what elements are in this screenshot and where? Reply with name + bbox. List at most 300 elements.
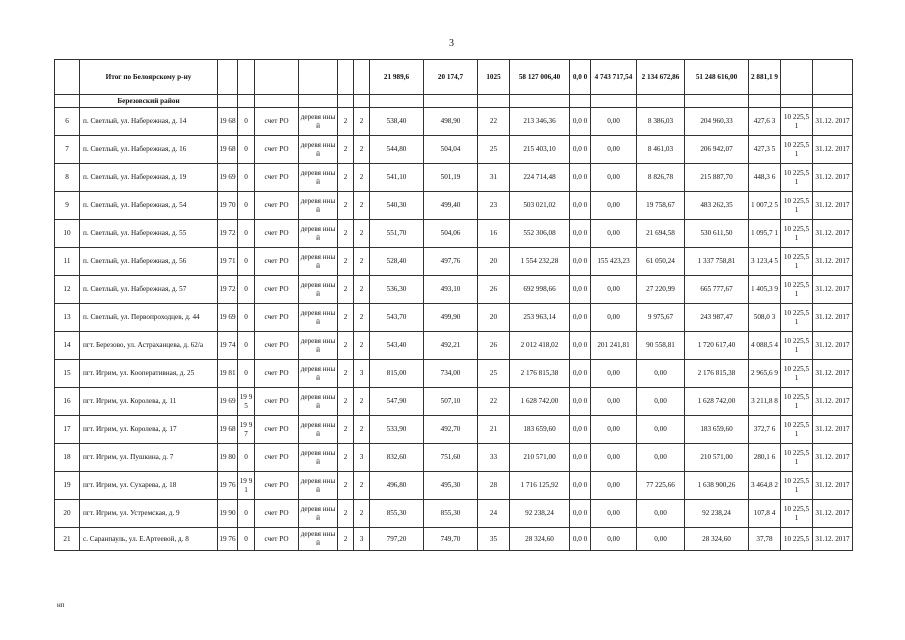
- deadline-cell: 31.12. 2017: [813, 276, 853, 304]
- total-area-cell: 533,90: [370, 416, 424, 444]
- fund-reform-cell: 0,0 0: [570, 332, 591, 360]
- row-number: 18: [55, 444, 80, 472]
- wall-material-cell: деревя нный: [299, 332, 338, 360]
- row-number: 10: [55, 220, 80, 248]
- deadline-cell: 31.12. 2017: [813, 192, 853, 220]
- row-number: 16: [55, 388, 80, 416]
- address-cell: п. Светлый, ул. Набережная, д. 16: [80, 136, 218, 164]
- subject-budget-cell: 0,00: [591, 416, 637, 444]
- district-empty-cell: [749, 95, 781, 108]
- cost-total-cell: 253 963,14: [510, 304, 570, 332]
- account-method-cell: счет РО: [255, 388, 299, 416]
- max-cost-cell: 10 225,5 1: [781, 388, 813, 416]
- year-repair-cell: 0: [238, 444, 255, 472]
- district-label: Березовский район: [80, 95, 218, 108]
- local-budget-cell: 8 461,03: [637, 136, 685, 164]
- living-area-cell: 499,90: [424, 304, 478, 332]
- row-number: 11: [55, 248, 80, 276]
- address-cell: п. Светлый, ул. Набережная, д. 54: [80, 192, 218, 220]
- entrances-cell: 2: [354, 108, 370, 136]
- cost-per-sqm-cell: 1 095,7 1: [749, 220, 781, 248]
- entrances-cell: 2: [354, 472, 370, 500]
- total-area-cell: 543,70: [370, 304, 424, 332]
- cost-total-cell: 92 238,24: [510, 500, 570, 528]
- wall-material-cell: деревя нный: [299, 472, 338, 500]
- residents-cell: 25: [478, 360, 510, 388]
- living-area-cell: 498,90: [424, 108, 478, 136]
- deadline-cell: 31.12. 2017: [813, 528, 853, 551]
- fund-reform-cell: 0,0 0: [570, 192, 591, 220]
- table-row: [55, 248, 853, 276]
- district-empty-cell: [354, 95, 370, 108]
- max-cost-cell: 10 225,5: [781, 528, 813, 551]
- subject-budget-cell: 0,00: [591, 528, 637, 551]
- max-cost-cell: 10 225,5 1: [781, 248, 813, 276]
- residents-cell: 20: [478, 248, 510, 276]
- summary-label: Итог по Белоярскому р-ну: [80, 60, 218, 95]
- subject-budget-cell: 201 241,81: [591, 332, 637, 360]
- table-row: [55, 108, 853, 136]
- max-cost-cell: 10 225,5 1: [781, 164, 813, 192]
- year-repair-cell: 0: [238, 528, 255, 551]
- owners-funds-cell: 183 659,60: [685, 416, 749, 444]
- account-method-cell: счет РО: [255, 528, 299, 551]
- deadline-cell: 31.12. 2017: [813, 164, 853, 192]
- living-area-cell: 501,19: [424, 164, 478, 192]
- total-area-cell: 832,60: [370, 444, 424, 472]
- entrances-cell: 2: [354, 500, 370, 528]
- footer-mark: нп: [57, 601, 65, 609]
- address-cell: п. Светлый, ул. Набережная, д. 14: [80, 108, 218, 136]
- floors-cell: 2: [338, 108, 354, 136]
- cost-per-sqm-cell: 448,3 6: [749, 164, 781, 192]
- district-empty-cell: [570, 95, 591, 108]
- table-row: [55, 220, 853, 248]
- summary-cost-total: 58 127 006,40: [510, 60, 570, 95]
- local-budget-cell: 90 558,81: [637, 332, 685, 360]
- row-number: 12: [55, 276, 80, 304]
- page-number: 3: [449, 38, 454, 49]
- row-number: 14: [55, 332, 80, 360]
- local-budget-cell: 9 975,67: [637, 304, 685, 332]
- summary-empty-cell: [238, 60, 255, 95]
- address-cell: п. Светлый, ул. Набережная, д. 57: [80, 276, 218, 304]
- row-number: 20: [55, 500, 80, 528]
- owners-funds-cell: 665 777,67: [685, 276, 749, 304]
- floors-cell: 2: [338, 304, 354, 332]
- address-cell: пгт. Игрим, ул. Королева, д. 11: [80, 388, 218, 416]
- total-area-cell: 855,30: [370, 500, 424, 528]
- living-area-cell: 493,10: [424, 276, 478, 304]
- entrances-cell: 2: [354, 332, 370, 360]
- local-budget-cell: 8 826,78: [637, 164, 685, 192]
- max-cost-cell: 10 225,5 1: [781, 304, 813, 332]
- wall-material-cell: деревя нный: [299, 416, 338, 444]
- year-built-cell: 19 76: [218, 472, 238, 500]
- subject-budget-cell: 0,00: [591, 444, 637, 472]
- address-cell: пгт. Игрим, ул. Королева, д. 17: [80, 416, 218, 444]
- district-empty-cell: [218, 95, 238, 108]
- table-row: [55, 304, 853, 332]
- year-built-cell: 19 70: [218, 192, 238, 220]
- year-repair-cell: 0: [238, 360, 255, 388]
- residents-cell: 25: [478, 136, 510, 164]
- row-number: 21: [55, 528, 80, 551]
- residents-cell: 26: [478, 276, 510, 304]
- year-repair-cell: 19 97: [238, 416, 255, 444]
- fund-reform-cell: 0,0 0: [570, 136, 591, 164]
- row-number: 15: [55, 360, 80, 388]
- summary-row: [55, 60, 853, 95]
- subject-budget-cell: 0,00: [591, 276, 637, 304]
- local-budget-cell: 8 386,03: [637, 108, 685, 136]
- table-row: [55, 332, 853, 360]
- residents-cell: 26: [478, 332, 510, 360]
- wall-material-cell: деревя нный: [299, 360, 338, 388]
- subject-budget-cell: 0,00: [591, 472, 637, 500]
- local-budget-cell: 0,00: [637, 416, 685, 444]
- living-area-cell: 749,70: [424, 528, 478, 551]
- total-area-cell: 528,40: [370, 248, 424, 276]
- residents-cell: 22: [478, 388, 510, 416]
- floors-cell: 2: [338, 192, 354, 220]
- max-cost-cell: 10 225,5 1: [781, 192, 813, 220]
- fund-reform-cell: 0,0 0: [570, 164, 591, 192]
- address-cell: пгт. Игрим, ул. Устремская, д. 9: [80, 500, 218, 528]
- deadline-cell: 31.12. 2017: [813, 248, 853, 276]
- living-area-cell: 751,60: [424, 444, 478, 472]
- table-row: [55, 192, 853, 220]
- summary-empty-cell: [218, 60, 238, 95]
- year-repair-cell: 19 91: [238, 472, 255, 500]
- account-method-cell: счет РО: [255, 500, 299, 528]
- year-built-cell: 19 72: [218, 276, 238, 304]
- row-number: 8: [55, 164, 80, 192]
- address-cell: п. Светлый, ул. Набережная, д. 56: [80, 248, 218, 276]
- total-area-cell: 538,40: [370, 108, 424, 136]
- cost-per-sqm-cell: 372,7 6: [749, 416, 781, 444]
- fund-reform-cell: 0,0 0: [570, 528, 591, 551]
- address-cell: с. Саранпауль, ул. Е.Артеевой, д. 8: [80, 528, 218, 551]
- table-row: [55, 472, 853, 500]
- floors-cell: 2: [338, 500, 354, 528]
- local-budget-cell: 0,00: [637, 388, 685, 416]
- wall-material-cell: деревя нный: [299, 388, 338, 416]
- address-cell: пгт. Игрим, ул. Сухарева, д. 18: [80, 472, 218, 500]
- year-built-cell: 19 69: [218, 164, 238, 192]
- summary-living-area: 20 174,7: [424, 60, 478, 95]
- deadline-cell: 31.12. 2017: [813, 416, 853, 444]
- owners-funds-cell: 243 987,47: [685, 304, 749, 332]
- deadline-cell: 31.12. 2017: [813, 444, 853, 472]
- cost-per-sqm-cell: 3 464,8 2: [749, 472, 781, 500]
- year-repair-cell: 0: [238, 500, 255, 528]
- cost-total-cell: 213 346,36: [510, 108, 570, 136]
- cost-total-cell: 2 176 815,38: [510, 360, 570, 388]
- floors-cell: 2: [338, 276, 354, 304]
- wall-material-cell: деревя нный: [299, 444, 338, 472]
- cost-per-sqm-cell: 1 405,3 9: [749, 276, 781, 304]
- account-method-cell: счет РО: [255, 108, 299, 136]
- residents-cell: 24: [478, 500, 510, 528]
- cost-per-sqm-cell: 427,6 3: [749, 108, 781, 136]
- table-row: [55, 416, 853, 444]
- district-empty-cell: [510, 95, 570, 108]
- year-built-cell: 19 74: [218, 332, 238, 360]
- row-number: 19: [55, 472, 80, 500]
- wall-material-cell: деревя нный: [299, 304, 338, 332]
- account-method-cell: счет РО: [255, 248, 299, 276]
- cost-total-cell: 1 554 232,28: [510, 248, 570, 276]
- district-empty-cell: [813, 95, 853, 108]
- max-cost-cell: 10 225,5 1: [781, 360, 813, 388]
- wall-material-cell: деревя нный: [299, 164, 338, 192]
- fund-reform-cell: 0,0 0: [570, 500, 591, 528]
- year-repair-cell: 19 95: [238, 388, 255, 416]
- district-empty-cell: [478, 95, 510, 108]
- local-budget-cell: 19 758,67: [637, 192, 685, 220]
- owners-funds-cell: 210 571,00: [685, 444, 749, 472]
- summary-fund-reform: 0,0 0: [570, 60, 591, 95]
- total-area-cell: 544,80: [370, 136, 424, 164]
- floors-cell: 2: [338, 164, 354, 192]
- max-cost-cell: 10 225,5 1: [781, 276, 813, 304]
- district-empty-cell: [781, 95, 813, 108]
- residents-cell: 28: [478, 472, 510, 500]
- account-method-cell: счет РО: [255, 192, 299, 220]
- district-empty-cell: [685, 95, 749, 108]
- subject-budget-cell: 0,00: [591, 108, 637, 136]
- floors-cell: 2: [338, 472, 354, 500]
- address-cell: п. Светлый, ул. Набережная, д. 55: [80, 220, 218, 248]
- row-number: 9: [55, 192, 80, 220]
- district-row: [55, 95, 853, 108]
- summary-owners-funds: 51 248 616,00: [685, 60, 749, 95]
- max-cost-cell: 10 225,5 1: [781, 500, 813, 528]
- district-empty-cell: [424, 95, 478, 108]
- summary-total-area: 21 989,6: [370, 60, 424, 95]
- cost-per-sqm-cell: 280,1 6: [749, 444, 781, 472]
- district-empty-cell: [591, 95, 637, 108]
- account-method-cell: счет РО: [255, 332, 299, 360]
- living-area-cell: 492,70: [424, 416, 478, 444]
- table-row: [55, 136, 853, 164]
- local-budget-cell: 27 220,99: [637, 276, 685, 304]
- fund-reform-cell: 0,0 0: [570, 108, 591, 136]
- fund-reform-cell: 0,0 0: [570, 472, 591, 500]
- summary-empty-cell: [299, 60, 338, 95]
- cost-total-cell: 210 571,00: [510, 444, 570, 472]
- subject-budget-cell: 0,00: [591, 388, 637, 416]
- max-cost-cell: 10 225,5 1: [781, 220, 813, 248]
- table-row: [55, 444, 853, 472]
- year-repair-cell: 0: [238, 164, 255, 192]
- wall-material-cell: деревя нный: [299, 192, 338, 220]
- max-cost-cell: 10 225,5 1: [781, 108, 813, 136]
- address-cell: пгт. Игрим, ул. Пушкина, д. 7: [80, 444, 218, 472]
- deadline-cell: 31.12. 2017: [813, 136, 853, 164]
- entrances-cell: 2: [354, 388, 370, 416]
- wall-material-cell: деревя нный: [299, 500, 338, 528]
- residents-cell: 21: [478, 416, 510, 444]
- address-cell: п. Светлый, ул. Набережная, д. 19: [80, 164, 218, 192]
- fund-reform-cell: 0,0 0: [570, 220, 591, 248]
- subject-budget-cell: 0,00: [591, 164, 637, 192]
- max-cost-cell: 10 225,5 1: [781, 472, 813, 500]
- register-table: [54, 59, 853, 551]
- entrances-cell: 3: [354, 444, 370, 472]
- entrances-cell: 2: [354, 304, 370, 332]
- entrances-cell: 2: [354, 192, 370, 220]
- deadline-cell: 31.12. 2017: [813, 500, 853, 528]
- year-repair-cell: 0: [238, 108, 255, 136]
- district-empty-cell: [370, 95, 424, 108]
- total-area-cell: 496,80: [370, 472, 424, 500]
- fund-reform-cell: 0,0 0: [570, 360, 591, 388]
- district-empty-cell: [55, 95, 80, 108]
- year-built-cell: 19 69: [218, 304, 238, 332]
- wall-material-cell: деревя нный: [299, 276, 338, 304]
- summary-empty-cell: [255, 60, 299, 95]
- cost-per-sqm-cell: 508,0 3: [749, 304, 781, 332]
- table-row: [55, 164, 853, 192]
- year-built-cell: 19 71: [218, 248, 238, 276]
- cost-total-cell: 692 998,66: [510, 276, 570, 304]
- deadline-cell: 31.12. 2017: [813, 220, 853, 248]
- cost-per-sqm-cell: 37,78: [749, 528, 781, 551]
- subject-budget-cell: 0,00: [591, 192, 637, 220]
- summary-empty-cell: [338, 60, 354, 95]
- owners-funds-cell: 530 611,50: [685, 220, 749, 248]
- residents-cell: 35: [478, 528, 510, 551]
- summary-residents: 1025: [478, 60, 510, 95]
- subject-budget-cell: 0,00: [591, 136, 637, 164]
- subject-budget-cell: 0,00: [591, 220, 637, 248]
- living-area-cell: 499,40: [424, 192, 478, 220]
- deadline-cell: 31.12. 2017: [813, 304, 853, 332]
- max-cost-cell: 10 225,5 1: [781, 444, 813, 472]
- owners-funds-cell: 1 638 900,26: [685, 472, 749, 500]
- floors-cell: 2: [338, 248, 354, 276]
- living-area-cell: 497,76: [424, 248, 478, 276]
- table-row: [55, 276, 853, 304]
- district-empty-cell: [299, 95, 338, 108]
- year-built-cell: 19 90: [218, 500, 238, 528]
- owners-funds-cell: 204 960,33: [685, 108, 749, 136]
- address-cell: пгт. Березово, ул. Астраханцева, д. 62/a: [80, 332, 218, 360]
- cost-total-cell: 215 403,10: [510, 136, 570, 164]
- cost-total-cell: 28 324,60: [510, 528, 570, 551]
- account-method-cell: счет РО: [255, 164, 299, 192]
- total-area-cell: 541,10: [370, 164, 424, 192]
- summary-empty-cell: [55, 60, 80, 95]
- total-area-cell: 547,90: [370, 388, 424, 416]
- residents-cell: 31: [478, 164, 510, 192]
- cost-per-sqm-cell: 1 007,2 5: [749, 192, 781, 220]
- local-budget-cell: 61 050,24: [637, 248, 685, 276]
- entrances-cell: 3: [354, 528, 370, 551]
- owners-funds-cell: 206 942,07: [685, 136, 749, 164]
- cost-per-sqm-cell: 3 211,8 8: [749, 388, 781, 416]
- year-built-cell: 19 72: [218, 220, 238, 248]
- wall-material-cell: деревя нный: [299, 220, 338, 248]
- wall-material-cell: деревя нный: [299, 136, 338, 164]
- row-number: 7: [55, 136, 80, 164]
- summary-local-budget: 2 134 672,86: [637, 60, 685, 95]
- cost-per-sqm-cell: 4 088,5 4: [749, 332, 781, 360]
- total-area-cell: 540,30: [370, 192, 424, 220]
- floors-cell: 2: [338, 416, 354, 444]
- fund-reform-cell: 0,0 0: [570, 444, 591, 472]
- row-number: 13: [55, 304, 80, 332]
- fund-reform-cell: 0,0 0: [570, 416, 591, 444]
- local-budget-cell: 77 225,66: [637, 472, 685, 500]
- table-row: [55, 360, 853, 388]
- living-area-cell: 855,30: [424, 500, 478, 528]
- district-empty-cell: [238, 95, 255, 108]
- account-method-cell: счет РО: [255, 220, 299, 248]
- living-area-cell: 492,21: [424, 332, 478, 360]
- account-method-cell: счет РО: [255, 472, 299, 500]
- living-area-cell: 734,00: [424, 360, 478, 388]
- year-built-cell: 19 81: [218, 360, 238, 388]
- owners-funds-cell: 1 337 758,81: [685, 248, 749, 276]
- address-cell: пгт. Игрим, ул. Кооперативная, д. 25: [80, 360, 218, 388]
- address-cell: п. Светлый, ул. Первопроходцев, д. 44: [80, 304, 218, 332]
- owners-funds-cell: 1 628 742,00: [685, 388, 749, 416]
- account-method-cell: счет РО: [255, 136, 299, 164]
- cost-per-sqm-cell: 427,3 5: [749, 136, 781, 164]
- residents-cell: 23: [478, 192, 510, 220]
- residents-cell: 16: [478, 220, 510, 248]
- district-empty-cell: [338, 95, 354, 108]
- summary-cost-per-sqm: 2 881,1 9: [749, 60, 781, 95]
- max-cost-cell: 10 225,5 1: [781, 332, 813, 360]
- wall-material-cell: деревя нный: [299, 108, 338, 136]
- year-repair-cell: 0: [238, 248, 255, 276]
- cost-total-cell: 1 628 742,00: [510, 388, 570, 416]
- year-repair-cell: 0: [238, 136, 255, 164]
- account-method-cell: счет РО: [255, 416, 299, 444]
- summary-empty-cell: [813, 60, 853, 95]
- cost-total-cell: 503 021,02: [510, 192, 570, 220]
- year-built-cell: 19 68: [218, 108, 238, 136]
- register-table-body: [55, 60, 853, 551]
- cost-total-cell: 552 306,08: [510, 220, 570, 248]
- year-repair-cell: 0: [238, 304, 255, 332]
- year-built-cell: 19 68: [218, 136, 238, 164]
- cost-total-cell: 1 716 125,92: [510, 472, 570, 500]
- row-number: 6: [55, 108, 80, 136]
- cost-per-sqm-cell: 3 123,4 5: [749, 248, 781, 276]
- floors-cell: 2: [338, 388, 354, 416]
- cost-per-sqm-cell: 2 965,6 9: [749, 360, 781, 388]
- year-repair-cell: 0: [238, 192, 255, 220]
- deadline-cell: 31.12. 2017: [813, 332, 853, 360]
- deadline-cell: 31.12. 2017: [813, 472, 853, 500]
- total-area-cell: 543,40: [370, 332, 424, 360]
- deadline-cell: 31.12. 2017: [813, 360, 853, 388]
- year-repair-cell: 0: [238, 276, 255, 304]
- entrances-cell: 2: [354, 164, 370, 192]
- living-area-cell: 504,04: [424, 136, 478, 164]
- account-method-cell: счет РО: [255, 276, 299, 304]
- year-built-cell: 19 68: [218, 416, 238, 444]
- subject-budget-cell: 0,00: [591, 360, 637, 388]
- entrances-cell: 2: [354, 276, 370, 304]
- floors-cell: 2: [338, 332, 354, 360]
- total-area-cell: 797,20: [370, 528, 424, 551]
